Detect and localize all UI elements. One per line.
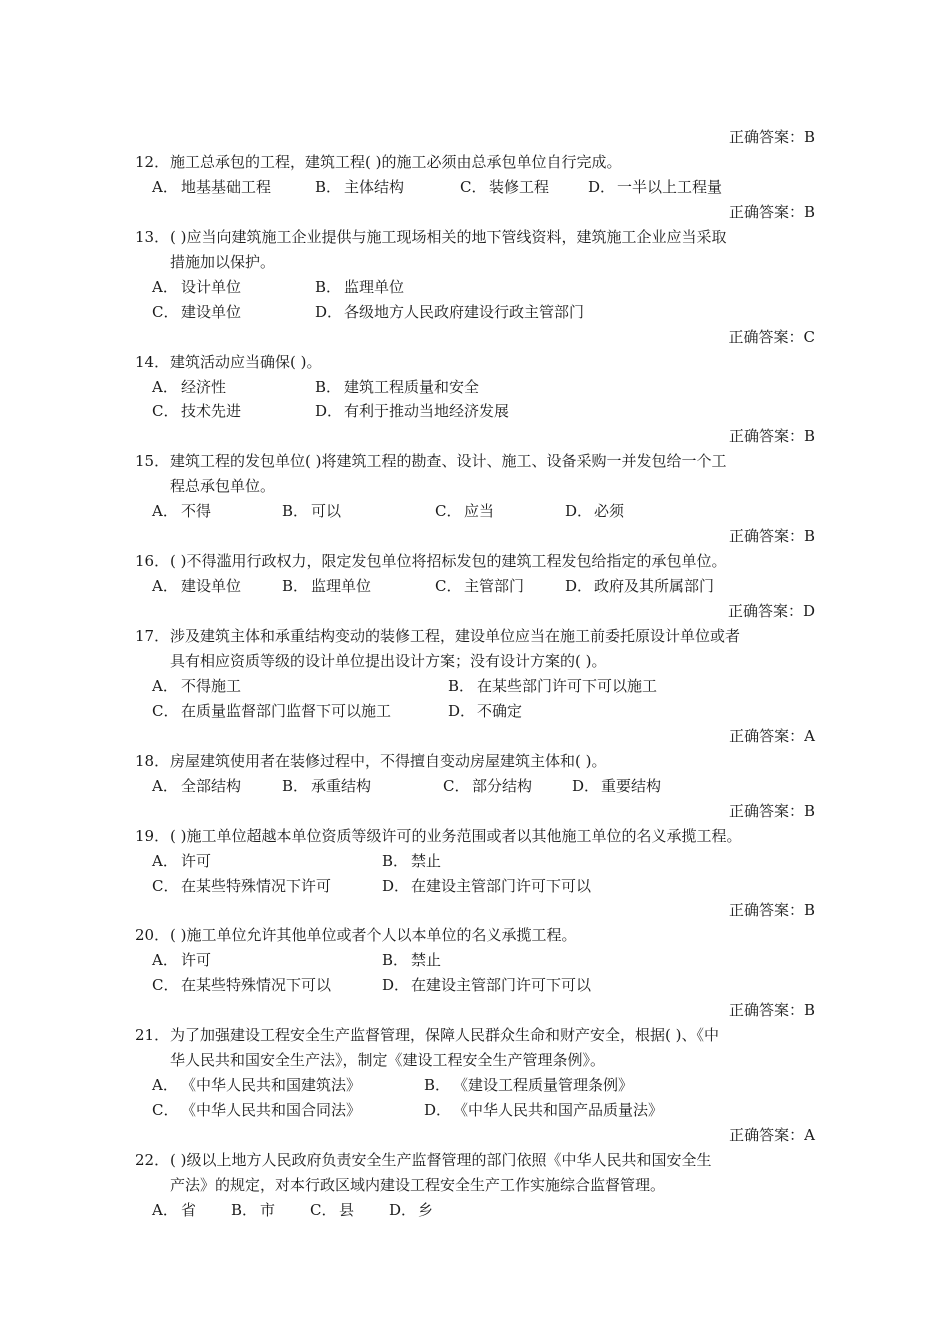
answer-line: [0, 599, 950, 624]
option-text: 设计单位: [181, 277, 242, 296]
question-number: 12．: [135, 152, 170, 171]
question-number: 18．: [135, 751, 170, 770]
option-text: 在建设主管部门许可下可以: [411, 876, 592, 895]
option-row: [0, 175, 950, 200]
option-text: 市: [260, 1200, 276, 1219]
question-stem: ( )不得滥用行政权力，限定发包单位将招标发包的建筑工程发包给指定的承包单位。: [170, 552, 727, 571]
question-stem-line: [0, 250, 950, 275]
answer-line: [0, 898, 950, 923]
option-text: 装修工程: [489, 177, 550, 196]
option-text: 各级地方人民政府建设行政主管部门: [344, 302, 585, 321]
option-text: 一半以上工程量: [617, 177, 723, 196]
option-row: [0, 375, 950, 400]
question-stem: 房屋建筑使用者在装修过程中，不得擅自变动房屋建筑主体和( )。: [170, 751, 607, 770]
question-number: 13．: [135, 227, 170, 246]
option-row: [0, 849, 950, 874]
option-key: A．: [152, 177, 178, 196]
question-stem-line: [0, 824, 950, 849]
correct-answer: 正确答案：B: [728, 427, 815, 446]
option-key: C．: [435, 502, 462, 521]
option-text: 不确定: [477, 701, 523, 720]
question-number: 22．: [135, 1150, 170, 1169]
question-number: 17．: [135, 627, 170, 645]
option-text: 在某些特殊情况下许可: [181, 876, 332, 895]
correct-answer: 正确答案：B: [728, 801, 815, 820]
option-text: 监理单位: [311, 577, 372, 596]
option-key: A．: [152, 1200, 178, 1219]
option-key: D．: [448, 701, 476, 720]
correct-answer: 正确答案：D: [727, 602, 815, 621]
option-key: B．: [315, 277, 342, 296]
answer-line: [0, 125, 950, 150]
answer-line: [0, 799, 950, 824]
option-key: A．: [152, 776, 178, 795]
answer-line: [0, 998, 950, 1023]
option-text: 禁止: [411, 851, 442, 870]
option-row: [0, 1073, 950, 1098]
option-text: 《中华人民共和国产品质量法》: [453, 1101, 664, 1120]
option-text: 承重结构: [311, 776, 372, 795]
option-row: [0, 948, 950, 973]
option-key: B．: [315, 177, 342, 196]
option-key: C．: [152, 1101, 179, 1120]
option-text: 重要结构: [601, 776, 662, 795]
correct-answer: 正确答案：B: [728, 527, 815, 546]
option-row: [0, 1098, 950, 1123]
option-key: B．: [282, 502, 309, 521]
correct-answer: 正确答案：C: [728, 327, 815, 346]
option-text: 必须: [594, 502, 625, 521]
question-stem: 建筑活动应当确保( )。: [170, 352, 322, 371]
option-text: 监理单位: [344, 277, 405, 296]
answer-line: [0, 200, 950, 225]
option-text: 不得施工: [181, 676, 242, 695]
option-row: [0, 1198, 950, 1223]
answer-line: [0, 524, 950, 549]
question-number: 15．: [135, 452, 170, 471]
question-stem-line: [0, 549, 950, 574]
question-stem-line: [0, 1048, 950, 1073]
question-stem: 施工总承包的工程，建筑工程( )的施工必须由总承包单位自行完成。: [170, 152, 622, 171]
option-key: B．: [424, 1076, 451, 1095]
option-text: 许可: [181, 951, 212, 970]
answer-line: [0, 724, 950, 749]
option-key: B．: [282, 776, 309, 795]
option-text: 不得: [181, 502, 212, 521]
option-key: C．: [152, 402, 179, 421]
question-stem-line: [0, 350, 950, 375]
question-stem-line: [0, 923, 950, 948]
correct-answer: 正确答案：B: [728, 202, 815, 221]
option-key: C．: [435, 577, 462, 596]
question-stem-line: [0, 1023, 950, 1048]
option-text: 经济性: [181, 377, 227, 396]
option-text: 有利于推动当地经济发展: [344, 402, 510, 421]
option-text: 禁止: [411, 951, 442, 970]
question-stem-line: [0, 1173, 950, 1198]
question-stem: ( )施工单位超越本单位资质等级许可的业务范围或者以其他施工单位的名义承揽工程。: [170, 826, 742, 845]
option-key: D．: [424, 1101, 452, 1120]
option-row: [0, 699, 950, 724]
option-key: B．: [382, 951, 409, 970]
option-key: D．: [382, 976, 410, 995]
option-text: 在质量监督部门监督下可以施工: [181, 701, 392, 720]
question-stem-line: [0, 649, 950, 674]
question-stem-line: [0, 749, 950, 774]
option-key: B．: [382, 851, 409, 870]
question-stem: 产法》的规定，对本行政区域内建设工程安全生产工作实施综合监督管理。: [170, 1175, 666, 1194]
question-stem-line: [0, 624, 950, 649]
option-row: [0, 774, 950, 799]
option-text: 建设单位: [181, 577, 242, 596]
correct-answer: 正确答案：B: [728, 128, 815, 146]
option-key: A．: [152, 851, 178, 870]
option-text: 全部结构: [181, 776, 242, 795]
option-text: 建设单位: [181, 302, 242, 321]
question-number: 20．: [135, 926, 170, 945]
option-key: A．: [152, 502, 178, 521]
option-text: 乡: [418, 1200, 434, 1219]
option-key: C．: [152, 701, 179, 720]
option-text: 《中华人民共和国建筑法》: [181, 1076, 362, 1095]
option-row: [0, 300, 950, 325]
option-key: B．: [282, 577, 309, 596]
option-key: D．: [565, 502, 593, 521]
option-row: [0, 973, 950, 998]
option-text: 《中华人民共和国合同法》: [181, 1101, 362, 1120]
option-text: 在建设主管部门许可下可以: [411, 976, 592, 995]
option-key: D．: [315, 402, 343, 421]
option-key: A．: [152, 377, 178, 396]
option-key: C．: [152, 876, 179, 895]
option-text: 《建设工程质量管理条例》: [453, 1076, 634, 1095]
question-number: 21．: [135, 1026, 170, 1045]
option-key: D．: [565, 577, 593, 596]
option-row: [0, 275, 950, 300]
question-number: 19．: [135, 826, 170, 845]
question-stem: ( )应当向建筑施工企业提供与施工现场相关的地下管线资料，建筑施工企业应当采取: [170, 227, 727, 246]
correct-answer: 正确答案：A: [729, 1126, 815, 1144]
question-stem: ( )级以上地方人民政府负责安全生产监督管理的部门依照《中华人民共和国安全生: [170, 1150, 712, 1169]
question-stem: ( )施工单位允许其他单位或者个人以本单位的名义承揽工程。: [170, 926, 577, 945]
option-text: 可以: [311, 502, 342, 521]
question-stem-line: [0, 225, 950, 250]
correct-answer: 正确答案：B: [728, 901, 815, 920]
option-text: 部分结构: [472, 776, 533, 795]
question-stem-line: [0, 449, 950, 474]
question-number: 14．: [135, 352, 170, 371]
option-key: A．: [152, 277, 178, 296]
answer-line: [0, 424, 950, 449]
option-text: 应当: [464, 502, 495, 521]
question-stem-line: [0, 474, 950, 499]
question-stem-line: [0, 150, 950, 175]
option-key: A．: [152, 951, 178, 970]
option-key: B．: [448, 676, 475, 695]
option-text: 在某些特殊情况下可以: [181, 976, 332, 995]
option-key: D．: [588, 177, 616, 196]
option-text: 地基基础工程: [181, 177, 272, 196]
option-key: C．: [152, 302, 179, 321]
question-stem: 为了加强建设工程安全生产监督管理，保障人民群众生命和财产安全，根据( )、《中: [170, 1026, 719, 1045]
option-key: D．: [315, 302, 343, 321]
option-key: B．: [231, 1200, 258, 1219]
option-text: 建筑工程质量和安全: [344, 377, 480, 396]
option-key: D．: [389, 1200, 417, 1219]
option-key: A．: [152, 676, 178, 695]
option-text: 县: [339, 1200, 355, 1219]
option-row: [0, 399, 950, 424]
option-text: 省: [181, 1200, 197, 1219]
option-row: [0, 574, 950, 599]
option-row: [0, 499, 950, 524]
option-row: [0, 874, 950, 899]
correct-answer: 正确答案：B: [728, 1001, 815, 1020]
question-stem: 涉及建筑主体和承重结构变动的装修工程，建设单位应当在施工前委托原设计单位或者: [170, 627, 741, 645]
question-stem: 措施加以保护。: [170, 252, 276, 271]
option-key: D．: [382, 876, 410, 895]
question-stem: 华人民共和国安全生产法》，制定《建设工程安全生产管理条例》。: [170, 1051, 606, 1070]
option-key: D．: [572, 776, 600, 795]
answer-line: [0, 325, 950, 350]
question-stem-line: [0, 1148, 950, 1173]
correct-answer: 正确答案：A: [729, 726, 815, 745]
option-key: B．: [315, 377, 342, 396]
option-key: C．: [460, 177, 487, 196]
option-text: 许可: [181, 851, 212, 870]
question-stem: 建筑工程的发包单位( )将建筑工程的勘查、设计、施工、设备采购一并发包给一个工: [170, 452, 727, 471]
option-text: 主管部门: [464, 577, 525, 596]
question-number: 16．: [135, 552, 170, 571]
option-row: [0, 674, 950, 699]
answer-line: [0, 1123, 950, 1148]
option-key: C．: [310, 1200, 337, 1219]
option-text: 主体结构: [344, 177, 405, 196]
option-text: 政府及其所属部门: [594, 577, 715, 596]
question-stem: 程总承包单位。: [170, 477, 276, 496]
option-key: A．: [152, 577, 178, 596]
question-stem: 具有相应资质等级的设计单位提出设计方案；没有设计方案的( )。: [170, 651, 607, 670]
option-text: 技术先进: [181, 402, 242, 421]
option-key: A．: [152, 1076, 178, 1095]
option-text: 在某些部门许可下可以施工: [477, 676, 658, 695]
option-key: C．: [152, 976, 179, 995]
option-key: C．: [443, 776, 470, 795]
